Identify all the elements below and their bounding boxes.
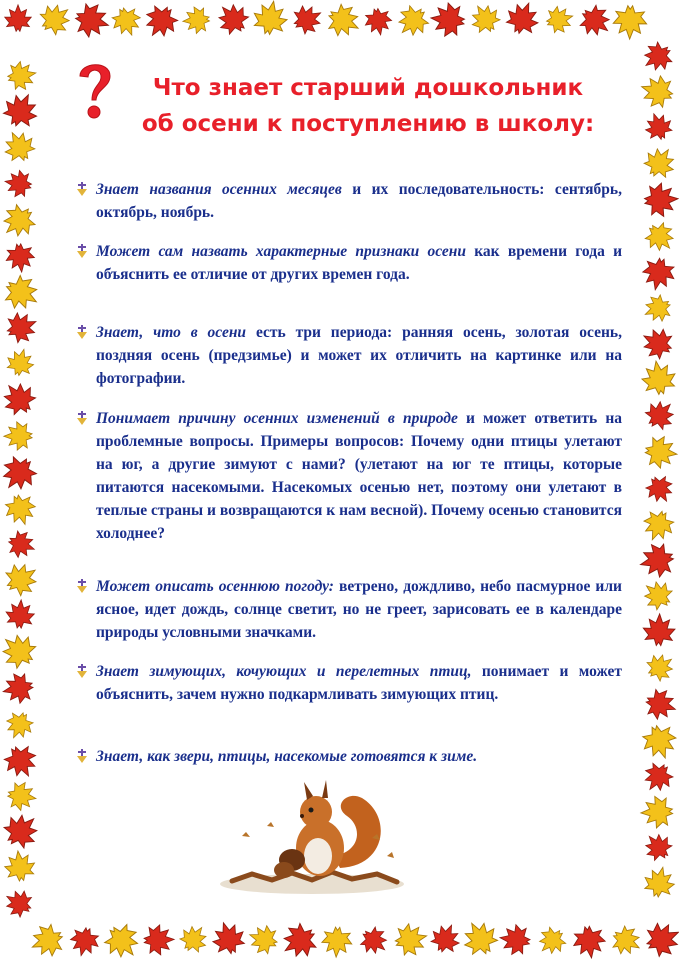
squirrel-illustration xyxy=(212,776,412,901)
list-item xyxy=(96,660,622,706)
item-lead: Знает, как звери, птицы, насекомые готовятся к зиме. xyxy=(96,748,478,765)
list-item xyxy=(96,321,622,390)
item-text: есть три периода: ранняя осень, золотая осень, поздняя осень (предзимье) и может их отличить на картинке или на фотографии. xyxy=(96,324,622,387)
arrow-bullet-icon xyxy=(75,181,89,197)
item-lead: Понимает причину осенних изменений в природе xyxy=(96,410,458,427)
title-line-1: Что знает старший дошкольник xyxy=(152,75,584,101)
list-item xyxy=(96,178,622,224)
arrow-bullet-icon xyxy=(75,663,89,679)
item-lead: Может описать осеннюю погоду: xyxy=(96,578,334,595)
list-item xyxy=(96,240,622,286)
question-mark-icon xyxy=(70,56,120,126)
arrow-bullet-icon xyxy=(75,748,89,764)
item-text: ветрено, дождливо, небо пасмурное или ясное, идет дождь, солнце светит, но не греет, зарисовать ее в календаре природы условными значками. xyxy=(96,578,622,641)
item-text: понимает и может объяснить, зачем нужно подкармливать зимующих птиц. xyxy=(96,663,622,703)
item-lead: Знает названия осенних месяцев xyxy=(96,181,342,198)
list-item xyxy=(96,575,622,644)
arrow-bullet-icon xyxy=(75,410,89,426)
item-text: как времени года и объяснить ее отличие от других времен года. xyxy=(96,243,622,283)
item-lead: Знает зимующих, кочующих и перелетных птиц, xyxy=(96,663,472,680)
item-text: и их последовательность: сентябрь, октябрь, ноябрь. xyxy=(96,181,622,221)
item-lead: Знает, что в осени xyxy=(96,324,247,341)
item-text: и может ответить на проблемные вопросы. Примеры вопросов: Почему одни птицы улетают на юг, а другие зимуют с нами? (улетают на юг те птицы, которые питаются насекомыми. Насекомых осенью нет, поэтому они улетают в теплые страны и возвращаются к нам весной). Почему осенью становится холоднее? xyxy=(96,410,622,542)
page-title xyxy=(128,70,608,142)
arrow-bullet-icon xyxy=(75,324,89,340)
list-item xyxy=(96,745,622,768)
arrow-bullet-icon xyxy=(75,578,89,594)
list-item xyxy=(96,407,622,545)
title-line-2: об осени к поступлению в школу: xyxy=(141,111,595,137)
arrow-bullet-icon xyxy=(75,243,89,259)
item-lead: Может сам назвать характерные признаки осени xyxy=(96,243,466,260)
